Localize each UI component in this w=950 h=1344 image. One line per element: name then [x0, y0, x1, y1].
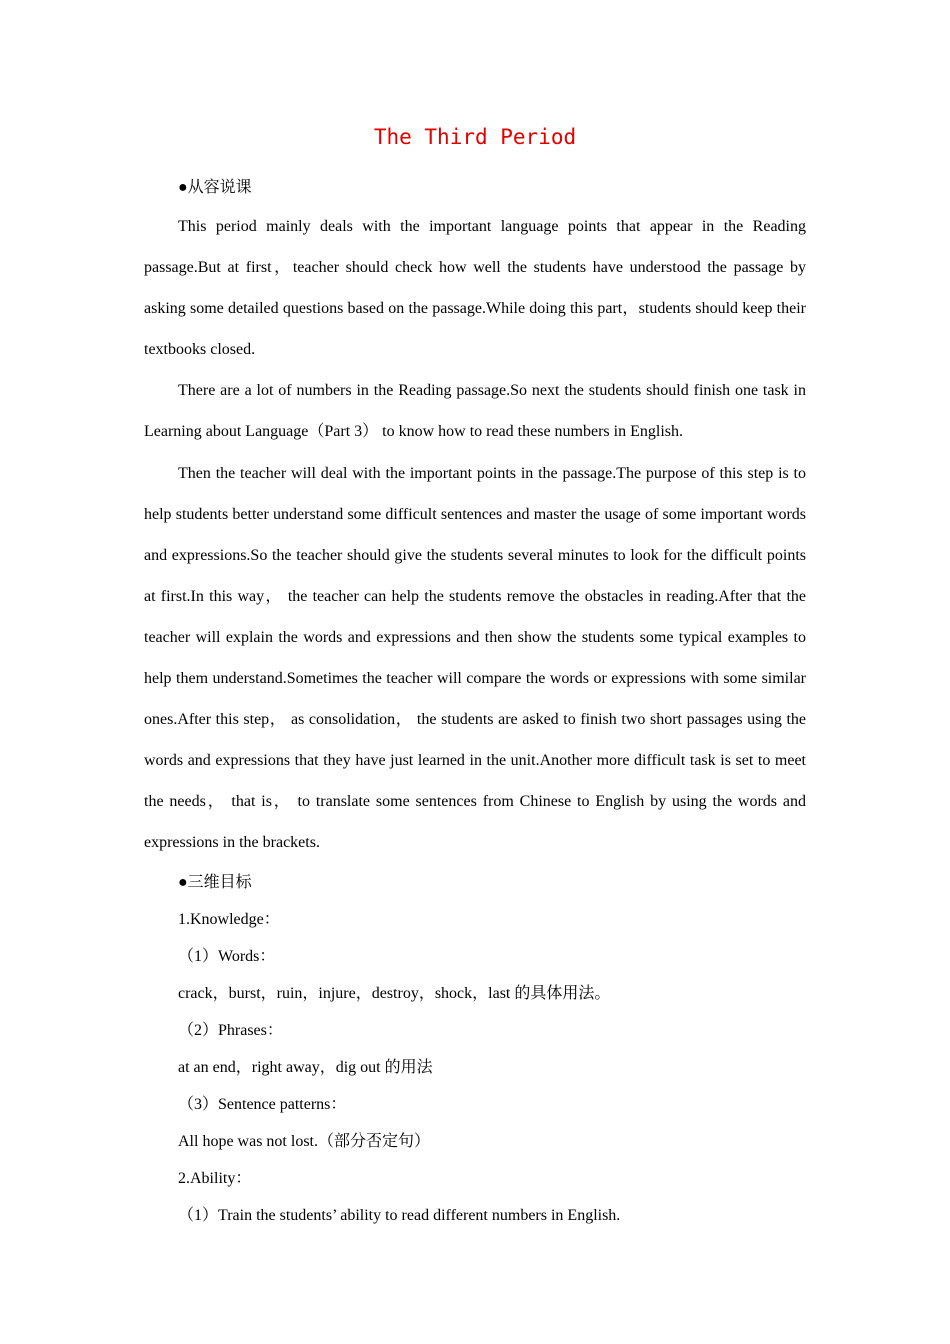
objective-ability-item-1: （1）Train the students’ ability to read different numbers in English.	[178, 1206, 621, 1224]
objective-words-heading: （1）Words：	[178, 947, 276, 965]
objective-phrases-list: at an end，right away，dig out 的用法	[178, 1058, 433, 1076]
document-body	[144, 169, 806, 1234]
objective-knowledge: 1.Knowledge：	[178, 910, 280, 928]
section-heading-lesson-talk: ●从容说课	[178, 179, 252, 196]
objective-sentence-patterns-heading: （3）Sentence patterns：	[178, 1095, 347, 1113]
objective-phrases-heading: （2）Phrases：	[178, 1021, 283, 1039]
paragraph-3: Then the teacher will deal with the important points in the passage.The purpose of this step is to help students better understand some difficult sentences and master the usage of some important words and expressions.So the teacher should give the students several minutes to look for the difficult points at first.In this way， the teacher can help the students remove the obstacles in reading.After that the teacher will explain the words and expressions and then show the students some typical examples to help them understand.Sometimes the teacher will compare the words or expressions with some similar ones.After this step， as consolidation， the students are asked to finish two short passages using the words and expressions that they have just learned in the unit.Another more difficult task is set to meet the needs， that is， to translate some sentences from Chinese to English by using the words and expressions in the brackets.	[144, 464, 806, 852]
paragraph-1: This period mainly deals with the important language points that appear in the Reading passage.But at first，teacher should check how well the students have understood the passage by asking some detailed questions based on the passage.While doing this part，students should keep their textbooks closed.	[144, 218, 806, 359]
paragraph-2: There are a lot of numbers in the Reading passage.So next the students should finish one task in Learning about Language（Part 3） to know how to read these numbers in English.	[144, 382, 806, 441]
page-title: The Third Period	[373, 125, 577, 149]
objective-words-list: crack，burst，ruin，injure，destroy，shock，last 的具体用法。	[178, 984, 611, 1002]
objective-sentence-pattern-example: All hope was not lost.（部分否定句）	[178, 1132, 430, 1150]
section-heading-objectives: ●三维目标	[178, 873, 252, 891]
objective-ability: 2.Ability：	[178, 1169, 252, 1187]
